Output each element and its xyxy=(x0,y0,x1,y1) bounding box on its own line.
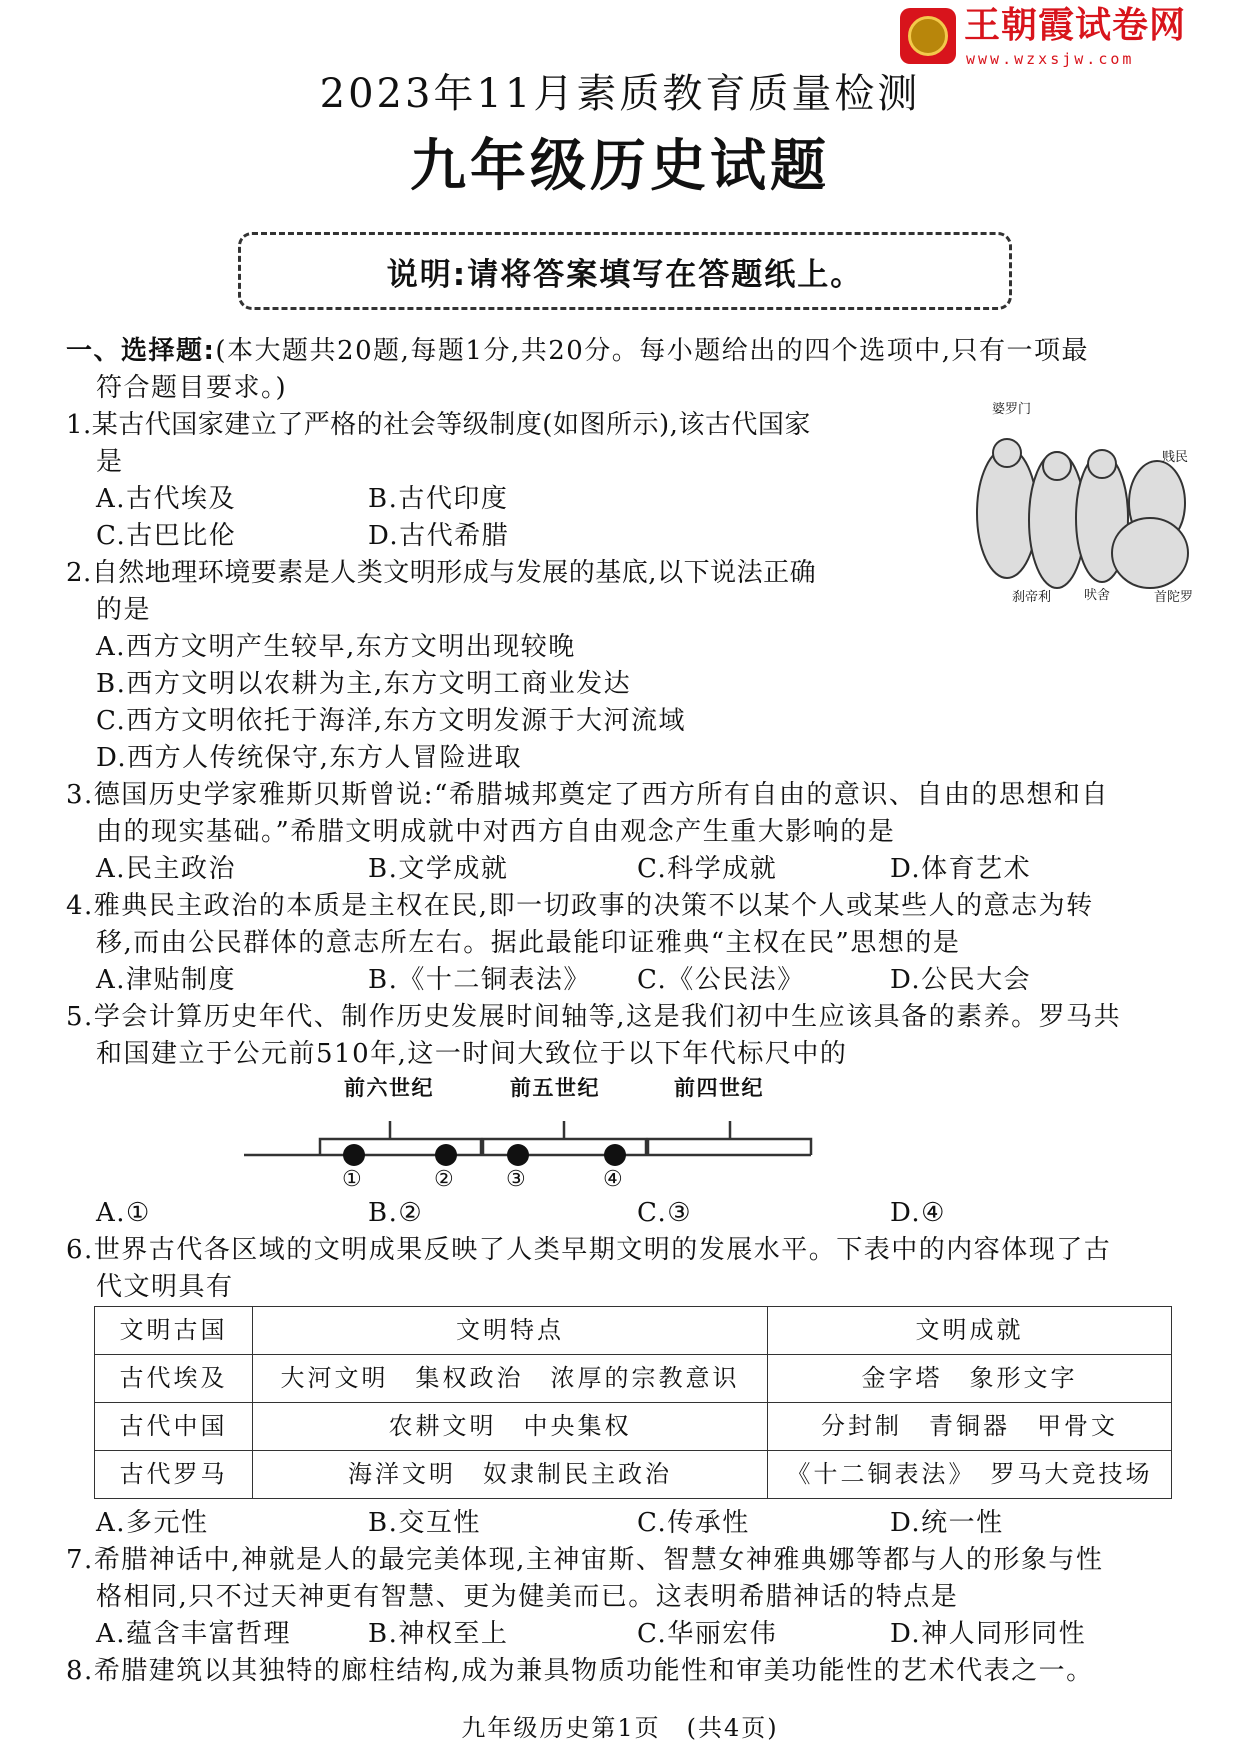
timeline-point xyxy=(604,1144,626,1166)
logo-url: www.wzxsjw.com xyxy=(966,50,1135,68)
site-logo xyxy=(900,6,1220,68)
option-a: A.津贴制度 xyxy=(96,965,237,995)
century-label: 前四世纪 xyxy=(674,1076,764,1100)
exam-subtitle: 2023年11月素质教育质量检测 xyxy=(319,71,921,117)
figure-label: 婆罗门 xyxy=(992,402,1032,417)
question-7: 7.希腊神话中,神就是人的最完美体现,主神宙斯、智慧女神雅典娜等都与人的形象与性 xyxy=(66,1545,1104,1575)
q5-options xyxy=(66,1195,1196,1232)
page-footer: 九年级历史第1页 (共4页) xyxy=(461,1714,779,1742)
table-row xyxy=(95,1403,1172,1451)
option-c: C.传承性 xyxy=(637,1508,750,1538)
option-c: C.科学成就 xyxy=(637,854,778,884)
option-d: D.④ xyxy=(890,1198,946,1228)
table-cell: 金字塔 象形文字 xyxy=(768,1355,1172,1403)
option-c: C.西方文明依托于海洋,东方文明发源于大河流域 xyxy=(96,706,686,736)
question-6: 6.世界古代各区域的文明成果反映了人类早期文明的发展水平。下表中的内容体现了古 xyxy=(66,1235,1112,1265)
option-d: D.古代希腊 xyxy=(368,521,510,551)
question-2: 2.自然地理环境要素是人类文明形成与发展的基底,以下说法正确 xyxy=(66,558,817,588)
table-cell: 农耕文明 中央集权 xyxy=(253,1403,768,1451)
question-7-cont: 格相同,只不过天神更有智慧、更为健美而已。这表明希腊神话的特点是 xyxy=(96,1582,959,1612)
option-d: D.公民大会 xyxy=(890,965,1032,995)
logo-emblem-icon xyxy=(900,8,956,64)
table-header: 文明古国 xyxy=(95,1307,253,1355)
question-2-cont: 的是 xyxy=(96,595,152,625)
option-b: B.《十二铜表法》 xyxy=(368,965,591,995)
table-header: 文明成就 xyxy=(768,1307,1172,1355)
option-a: A.民主政治 xyxy=(96,854,237,884)
q6-options xyxy=(66,1505,1196,1542)
question-1-cont: 是 xyxy=(96,447,124,477)
point-label: ② xyxy=(434,1167,456,1192)
table-row xyxy=(95,1355,1172,1403)
option-a: A.多元性 xyxy=(96,1508,209,1538)
question-5: 5.学会计算历史年代、制作历史发展时间轴等,这是我们初中生应该具备的素养。罗马共 xyxy=(66,1002,1122,1032)
table-cell: 古代罗马 xyxy=(95,1451,253,1499)
question-area xyxy=(66,333,1196,1690)
table-cell: 分封制 青铜器 甲骨文 xyxy=(768,1403,1172,1451)
option-c: C.③ xyxy=(637,1198,693,1228)
option-b: B.② xyxy=(368,1198,424,1228)
instruction-text: 说明:请将答案填写在答题纸上。 xyxy=(386,256,864,293)
question-4-cont: 移,而由公民群体的意志所左右。据此最能印证雅典“主权在民”思想的是 xyxy=(96,928,961,958)
q1-options xyxy=(66,518,1196,555)
option-b: B.文学成就 xyxy=(368,854,509,884)
figure-label: 首陀罗 xyxy=(1154,590,1194,605)
option-b: B.古代印度 xyxy=(368,484,509,514)
table-cell: 古代埃及 xyxy=(95,1355,253,1403)
century-label: 前六世纪 xyxy=(344,1076,434,1100)
timeline-point xyxy=(435,1144,457,1166)
option-d: D.体育艺术 xyxy=(890,854,1032,884)
logo-name: 王朝霞试卷网 xyxy=(964,5,1187,46)
exam-title: 九年级历史试题 xyxy=(410,134,830,199)
table-header-row xyxy=(95,1307,1172,1355)
q3-options xyxy=(66,851,1196,888)
option-a: A.古代埃及 xyxy=(96,484,237,514)
option-d: D.西方人传统保守,东方人冒险进取 xyxy=(96,743,522,773)
option-c: C.《公民法》 xyxy=(637,965,805,995)
point-label: ④ xyxy=(603,1167,625,1192)
option-a: A.西方文明产生较早,东方文明出现较晚 xyxy=(96,632,576,662)
century-label: 前五世纪 xyxy=(510,1076,600,1100)
table-cell: 海洋文明 奴隶制民主政治 xyxy=(253,1451,768,1499)
table-cell: 《十二铜表法》 罗马大竞技场 xyxy=(768,1451,1172,1499)
figure-label: 吠舍 xyxy=(1084,588,1111,603)
question-1: 1.某古代国家建立了严格的社会等级制度(如图所示),该古代国家 xyxy=(66,410,811,440)
question-3-cont: 由的现实基础。”希腊文明成就中对西方自由观念产生重大影响的是 xyxy=(96,817,896,847)
section-heading: 一、选择题:(本大题共20题,每题1分,共20分。每小题给出的四个选项中,只有一项最 xyxy=(66,336,1090,366)
question-4: 4.雅典民主政治的本质是主权在民,即一切政事的决策不以某个人或某些人的意志为转 xyxy=(66,891,1094,921)
option-d: D.神人同形同性 xyxy=(890,1619,1087,1649)
option-a: A.蕴含丰富哲理 xyxy=(96,1619,292,1649)
option-c: C.古巴比伦 xyxy=(96,521,237,551)
civilization-table xyxy=(94,1306,1172,1499)
option-b: B.交互性 xyxy=(368,1508,481,1538)
instruction-box xyxy=(238,232,1012,310)
timeline-point xyxy=(343,1144,365,1166)
option-b: B.西方文明以农耕为主,东方文明工商业发达 xyxy=(96,669,632,699)
point-label: ① xyxy=(342,1167,364,1192)
option-a: A.① xyxy=(96,1198,151,1228)
century-timeline xyxy=(66,1073,1196,1195)
q4-options xyxy=(66,962,1196,999)
table-cell: 大河文明 集权政治 浓厚的宗教意识 xyxy=(253,1355,768,1403)
q1-options xyxy=(66,481,1196,518)
question-8: 8.希腊建筑以其独特的廊柱结构,成为兼具物质功能性和审美功能性的艺术代表之一。 xyxy=(66,1656,1094,1686)
figure-label: 刹帝利 xyxy=(1012,590,1052,605)
question-6-cont: 代文明具有 xyxy=(96,1272,234,1302)
option-c: C.华丽宏伟 xyxy=(637,1619,778,1649)
table-header: 文明特点 xyxy=(253,1307,768,1355)
question-3: 3.德国历史学家雅斯贝斯曾说:“希腊城邦奠定了西方所有自由的意识、自由的思想和自 xyxy=(66,780,1109,810)
section-intro: 符合题目要求。) xyxy=(96,373,288,403)
timeline-point xyxy=(507,1144,529,1166)
table-cell: 古代中国 xyxy=(95,1403,253,1451)
point-label: ③ xyxy=(506,1167,528,1192)
option-d: D.统一性 xyxy=(890,1508,1004,1538)
option-b: B.神权至上 xyxy=(368,1619,509,1649)
question-5-cont: 和国建立于公元前510年,这一时间大致位于以下年代标尺中的 xyxy=(96,1039,848,1069)
q7-options xyxy=(66,1616,1196,1653)
table-row xyxy=(95,1451,1172,1499)
figure-label: 贱民 xyxy=(1162,450,1189,465)
